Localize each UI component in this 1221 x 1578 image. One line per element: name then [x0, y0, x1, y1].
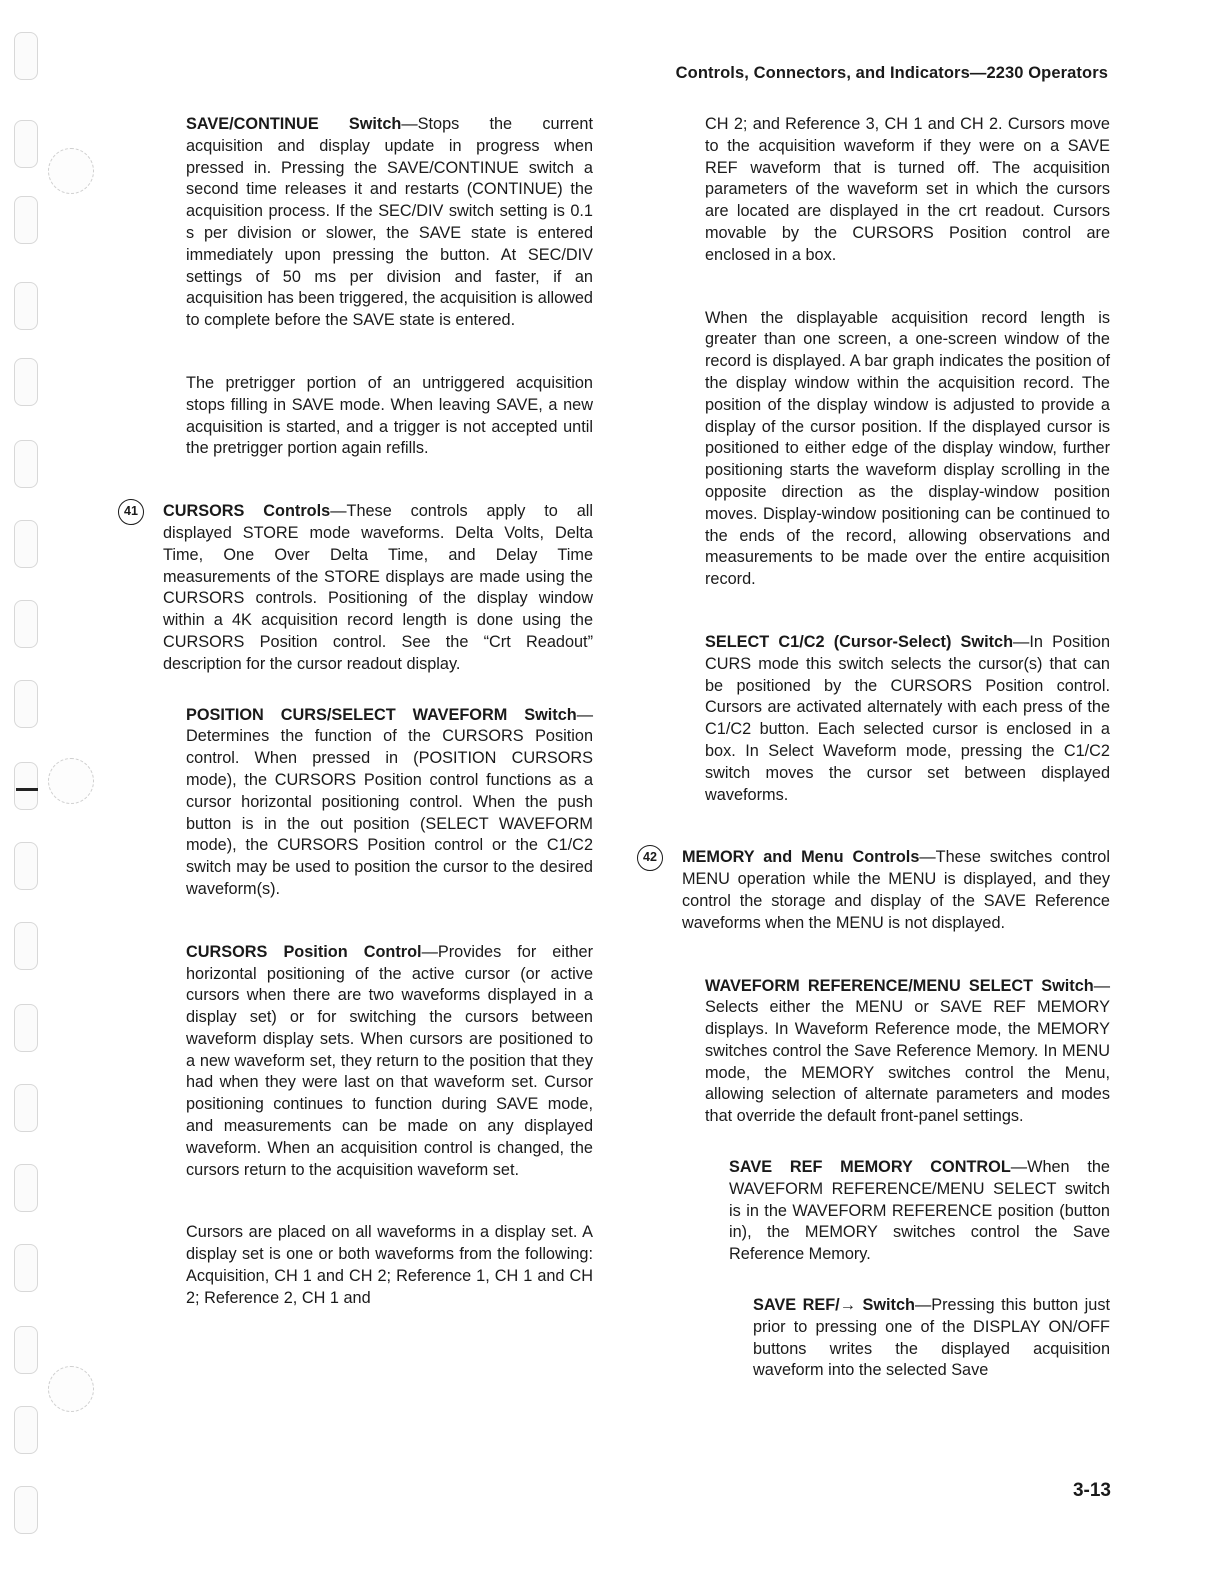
term: MEMORY and Menu Controls	[682, 848, 920, 867]
item-number-badge: 41	[118, 499, 144, 525]
page-number: 3-13	[1072, 1480, 1111, 1501]
page-header: Controls, Connectors, and Indicators—2230 Operators	[675, 64, 1108, 82]
memory-menu-controls-paragraph	[643, 847, 1110, 934]
term: SAVE REF/→ Switch	[753, 1296, 915, 1315]
term: SAVE REF MEMORY CONTROL	[729, 1158, 1011, 1177]
body-text: —These controls apply to all displayed STORE mode waveforms. Delta Volts, Delta Time, One Over Delta Time, and Delay Time measurements of the STORE displays are made using the CURSORS controls. Positioning of the display window within a 4K acquisition record length is done using the CURSORS Position control. See the “Crt Readout” description for the cursor readout display.	[163, 502, 593, 673]
term: SELECT C1/C2 (Cursor-Select) Switch	[705, 632, 1014, 651]
body-text: —Stops the current acquisition and display update in progress when pressed in. Pressing the SAVE/CONTINUE switch a second time releases it and restarts (CONTINUE) the acquisition process. If the SEC/DIV switch setting is 0.1 s per division or slower, the SAVE state is entered immediately upon pressing the button. At SEC/DIV settings of 50 ms per division and faster, if an acquisition has been triggered, the acquisition is allowed to complete before the SAVE state is entered.	[186, 115, 593, 330]
cursors-position-control-paragraph	[186, 942, 593, 1182]
display-set-paragraph: Cursors are placed on all waveforms in a display set. A display set is one or both waveforms from the following: Acquisition, CH 1 and CH 2; Reference 1, CH 1 and CH 2; Reference 2, CH 1 and	[186, 1223, 593, 1307]
cursors-controls-paragraph	[124, 501, 593, 675]
body-text: —These switches control MENU operation while the MENU is displayed, and they control the storage and display of the SAVE Reference waveforms when the MENU is not displayed.	[682, 848, 1110, 932]
save-ref-switch-paragraph	[753, 1295, 1110, 1382]
punch-hole-bottom	[48, 1366, 94, 1412]
left-column	[124, 114, 593, 1310]
body-text: —Determines the function of the CURSORS Position control. When pressed in (POSITION CURSORS mode), the CURSORS Position control functions as a cursor horizontal positioning control. When the push button is in the out position (SELECT WAVEFORM mode), the CURSORS Position control or the C1/C2 switch may be used to position the cursor to the desired waveform(s).	[186, 705, 593, 898]
save-ref-memory-control-paragraph	[729, 1157, 1110, 1266]
body-text: —In Position CURS mode this switch selects the cursor(s) that can be positioned by the CURSORS Position control. Cursors are activated alternately with each press of the C1/C2 button. Each selected cursor is enclosed in a box. In Select Waveform mode, pressing the C1/C2 switch moves the cursor set between displayed waveforms.	[705, 632, 1111, 804]
display-window-paragraph: When the displayable acquisition record length is greater than one screen, a one-screen window of the record is displayed. A bar graph indicates the position of the display window within the acquisition record. The position of the display window is adjusted to provide a display of the cursor position. If the displayed cursor is positioned to either edge of the display window, further positioning starts the waveform display scrolling in the opposite direction as the display-window position moves. Display-window positioning can be continued to the ends of the record, allowing observations and measurements to be made over the entire acquisition record.	[705, 308, 1110, 589]
body-text: —When the WAVEFORM REFERENCE/MENU SELECT switch is in the WAVEFORM REFERENCE position (button in), the MEMORY switches control the Save Reference Memory.	[729, 1158, 1110, 1264]
body-text: —Selects either the MENU or SAVE REF MEMORY displays. In Waveform Reference mode, the MEMORY switches control the Save Reference Memory. In MENU mode, the MEMORY switches control the Menu, allowing selection of alternate parameters and modes that override the default front-panel settings.	[705, 976, 1110, 1126]
right-column	[643, 114, 1111, 1382]
body-text: —Provides for either horizontal positioning of the active cursor (or active cursors when there are two waveforms displayed in a display set) or for switching the cursors between waveform display sets. When cursors are positioned to a new waveform set, they return to the position that they had when they were last on that waveform set. Cursor positioning continues to function during SAVE mode, and measurements can be made on any displayed waveform. When an acquisition control is changed, the cursors return to the acquisition waveform set.	[186, 942, 593, 1179]
select-c1c2-paragraph	[705, 632, 1110, 806]
term: CURSORS Position Control	[186, 942, 422, 961]
term: POSITION CURS/SELECT WAVEFORM Switch	[186, 705, 577, 724]
term: SAVE/CONTINUE Switch	[186, 115, 402, 133]
pretrigger-paragraph: The pretrigger portion of an untriggered acquisition stops filling in SAVE mode. When leaving SAVE, a new acquisition is started, and a trigger is not accepted until the pretrigger portion again refills.	[186, 373, 593, 458]
save-continue-paragraph	[186, 114, 593, 332]
waveform-reference-menu-select-paragraph	[705, 976, 1110, 1129]
margin-mark	[16, 788, 38, 791]
position-curs-select-paragraph	[186, 705, 593, 901]
punch-hole-top	[48, 148, 94, 194]
term: CURSORS Controls	[163, 502, 331, 521]
term: WAVEFORM REFERENCE/MENU SELECT Switch	[705, 976, 1094, 995]
body-text: —Pressing this button just prior to pressing one of the DISPLAY ON/OFF buttons writes the displayed acquisition waveform into the selected Save	[753, 1296, 1110, 1380]
item-number-badge: 42	[637, 845, 663, 871]
display-set-continued-paragraph: CH 2; and Reference 3, CH 1 and CH 2. Cursors move to the acquisition waveform if they were on a SAVE REF waveform that is turned off. The acquisition parameters of the waveform set in which the cursors are located are displayed in the crt readout. Cursors movable by the CURSORS Position control are enclosed in a box.	[705, 115, 1110, 264]
punch-hole-middle	[48, 758, 94, 804]
